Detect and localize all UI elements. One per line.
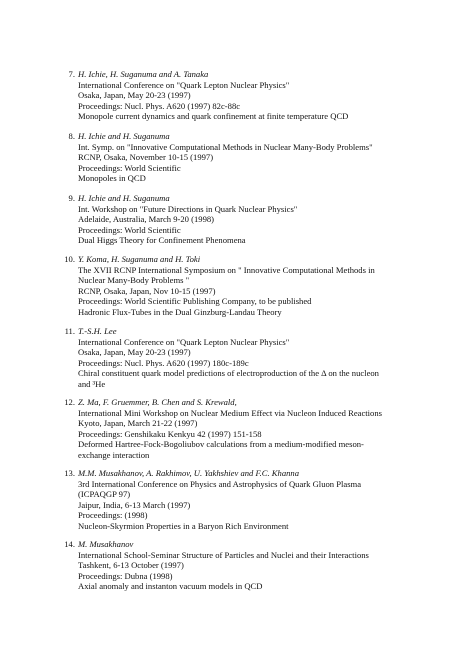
reference-line: Hadronic Flux-Tubes in the Dual Ginzburg-Landau Theory — [78, 306, 282, 317]
reference-body — [78, 193, 458, 246]
reference-line: Dual Higgs Theory for Confinement Phenomena — [78, 235, 246, 246]
reference-line: Tashkent, 6-13 October (1997) — [78, 560, 184, 571]
reference-line: Axial anomaly and instanton vacuum models in QCD — [78, 581, 263, 592]
reference-line: International Conference on "Quark Lepton Nuclear Physics" — [78, 79, 290, 90]
reference-line: Proceedings: Nucl. Phys. A620 (1997) 82c-88c — [78, 100, 241, 111]
reference-line: Proceedings: Nucl. Phys. A620 (1997) 180c-189c — [78, 357, 249, 368]
reference-authors: M.M. Musakhanov, A. Rakhimov, U. Yakhshiev and F.C. Khanna — [78, 468, 300, 478]
reference-line: Proceedings: World Scientific — [78, 224, 181, 235]
reference-body — [78, 468, 458, 532]
reference-line: Adelaide, Australia, March 9-20 (1998) — [78, 214, 215, 225]
reference-body — [78, 397, 458, 461]
reference-number: 13. — [64, 468, 75, 478]
reference-line: Proceedings: Genshikaku Kenkyu 42 (1997) 151-158 — [78, 428, 262, 439]
reference-line: Int. Symp. on "Innovative Computational Methods in Nuclear Many-Body Problems" — [78, 141, 373, 152]
reference-authors: Z. Ma, F. Gruemmer, B. Chen and S. Krewald, — [78, 397, 237, 407]
reference-number: 8. — [68, 131, 75, 141]
reference-line: Nuclear Many-Body Problems " — [78, 275, 190, 286]
reference-line: Osaka, Japan, May 20-23 (1997) — [78, 90, 191, 101]
reference-line: RCNP, Osaka, November 10-15 (1997) — [78, 152, 214, 163]
reference-body — [78, 539, 458, 592]
reference-authors: H. Ichie and H. Suganuma — [78, 193, 170, 203]
reference-line: The XVII RCNP International Symposium on " Innovative Computational Methods in — [78, 264, 375, 275]
reference-line: International Mini Workshop on Nuclear Medium Effect via Nucleon Induced Reactions — [78, 407, 382, 418]
reference-line: Chiral constituent quark model predictions of electroproduction of the Δ on the nucleon — [78, 368, 379, 379]
reference-line: Proceedings: World Scientific Publishing Company, to be published — [78, 296, 312, 307]
reference-authors: H. Ichie and H. Suganuma — [78, 131, 170, 141]
reference-number: 12. — [64, 397, 75, 407]
reference-body — [78, 254, 458, 318]
reference-number: 7. — [68, 69, 75, 79]
reference-line: Proceedings: World Scientific — [78, 162, 181, 173]
reference-line: and ³He — [78, 378, 106, 389]
reference-body — [78, 326, 458, 390]
reference-line: Kyoto, Japan, March 21-22 (1997) — [78, 418, 198, 429]
reference-line: International School-Seminar Structure of Particles and Nuclei and their Interactions — [78, 549, 369, 560]
reference-number: 9. — [68, 193, 75, 203]
reference-body — [78, 69, 458, 122]
reference-line: RCNP, Osaka, Japan, Nov 10-15 (1997) — [78, 285, 216, 296]
reference-number: 14. — [64, 539, 75, 549]
reference-number: 11. — [64, 326, 75, 336]
reference-authors: M. Musakhanov — [78, 539, 134, 549]
reference-line: Monopole current dynamics and quark confinement at finite temperature QCD — [78, 111, 349, 122]
reference-line: Nucleon-Skyrmion Properties in a Baryon Rich Environment — [78, 520, 289, 531]
reference-line: Jaipur, India, 6-13 March (1997) — [78, 499, 191, 510]
reference-line: Proceedings: (1998) — [78, 510, 148, 521]
reference-line: Int. Workshop on "Future Directions in Quark Nuclear Physics" — [78, 203, 298, 214]
reference-line: 3rd International Conference on Physics and Astrophysics of Quark Gluon Plasma — [78, 478, 362, 489]
reference-line: exchange interaction — [78, 449, 150, 460]
reference-number: 10. — [64, 254, 75, 264]
reference-line: Monopoles in QCD — [78, 173, 146, 184]
reference-line: Osaka, Japan, May 20-23 (1997) — [78, 347, 191, 358]
reference-authors: H. Ichie, H. Suganuma and A. Tanaka — [78, 69, 209, 79]
reference-line: International Conference on "Quark Lepton Nuclear Physics" — [78, 336, 290, 347]
reference-authors: Y. Koma, H. Suganuma and H. Toki — [78, 254, 201, 264]
reference-line: Proceedings: Dubna (1998) — [78, 570, 173, 581]
reference-body — [78, 131, 458, 184]
reference-authors: T.-S.H. Lee — [78, 326, 117, 336]
reference-line: (ICPAQGP 97) — [78, 489, 131, 500]
reference-line: Deformed Hartree-Fock-Bogoliubov calculations from a medium-modified meson- — [78, 439, 364, 450]
